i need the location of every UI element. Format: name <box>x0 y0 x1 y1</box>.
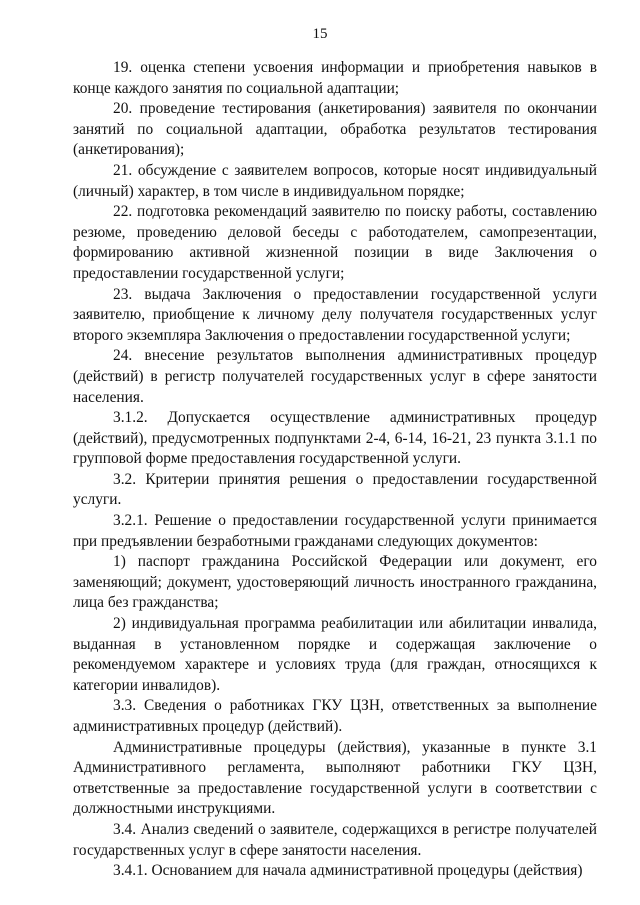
paragraph: 3.2.1. Решение о предоставлении государственной услуги принимается при предъявлении безработными гражданами следующих документов: <box>73 512 597 550</box>
paragraph: 3.3. Сведения о работниках ГКУ ЦЗН, ответственных за выполнение административных процедур (действий). <box>73 697 597 735</box>
paragraph: 1) паспорт гражданина Российской Федерации или документ, его заменяющий; документ, удостоверяющий личность иностранного гражданина, лица без гражданства; <box>73 553 597 612</box>
paragraph: 21. обсуждение с заявителем вопросов, которые носят индивидуальный (личный) характер, в том числе в индивидуальном порядке; <box>73 161 597 200</box>
paragraph: 3.4. Анализ сведений о заявителе, содержащихся в регистре получателей государственных услуг в сфере занятости населения. <box>73 820 597 859</box>
paragraph: 22. подготовка рекомендаций заявителю по поиску работы, составлению резюме, проведению деловой беседы с работодателем, самопрезентации, формированию активной жизненной позиции в виде Заключения о предоставлении государственной услуги; <box>73 203 597 282</box>
paragraph: 23. выдача Заключения о предоставлении государственной услуги заявителю, приобщение к личному делу получателя государственных услуг второго экземпляра Заключения о предоставлении государственной услуги; <box>73 285 597 344</box>
paragraph: 20. проведение тестирования (анкетирования) заявителя по окончании занятий по социальной адаптации, обработка результатов тестирования (анкетирования); <box>73 100 597 159</box>
paragraph: 3.4.1. Основанием для начала административной процедуры (действия) <box>113 862 583 880</box>
page-number: 15 <box>312 26 328 42</box>
paragraph: 2) индивидуальная программа реабилитации или абилитации инвалида, выданная в установленном порядке и содержащая заключение о рекомендуемом характере и условиях труда (для граждан, относящихся к категории инвалидов). <box>73 615 597 694</box>
document-body <box>73 58 597 882</box>
paragraph: 3.1.2. Допускается осуществление административных процедур (действий), предусмотренных подпунктами 2-4, 6-14, 16-21, 23 пункта 3.1.1 по групповой форме предоставления государственной услуги. <box>73 409 597 468</box>
paragraph: Административные процедуры (действия), указанные в пункте 3.1 Административного регламента, выполняют работники ГКУ ЦЗН, ответственные за предоставление государственной услуги в соответствии с должностными инструкциями. <box>73 738 597 818</box>
paragraph: 19. оценка степени усвоения информации и приобретения навыков в конце каждого занятия по социальной адаптации; <box>73 59 597 97</box>
paragraph: 24. внесение результатов выполнения административных процедур (действий) в регистр получателей государственных услуг в сфере занятости населения. <box>73 347 597 406</box>
paragraph: 3.2. Критерии принятия решения о предоставлении государственной услуги. <box>73 470 597 509</box>
